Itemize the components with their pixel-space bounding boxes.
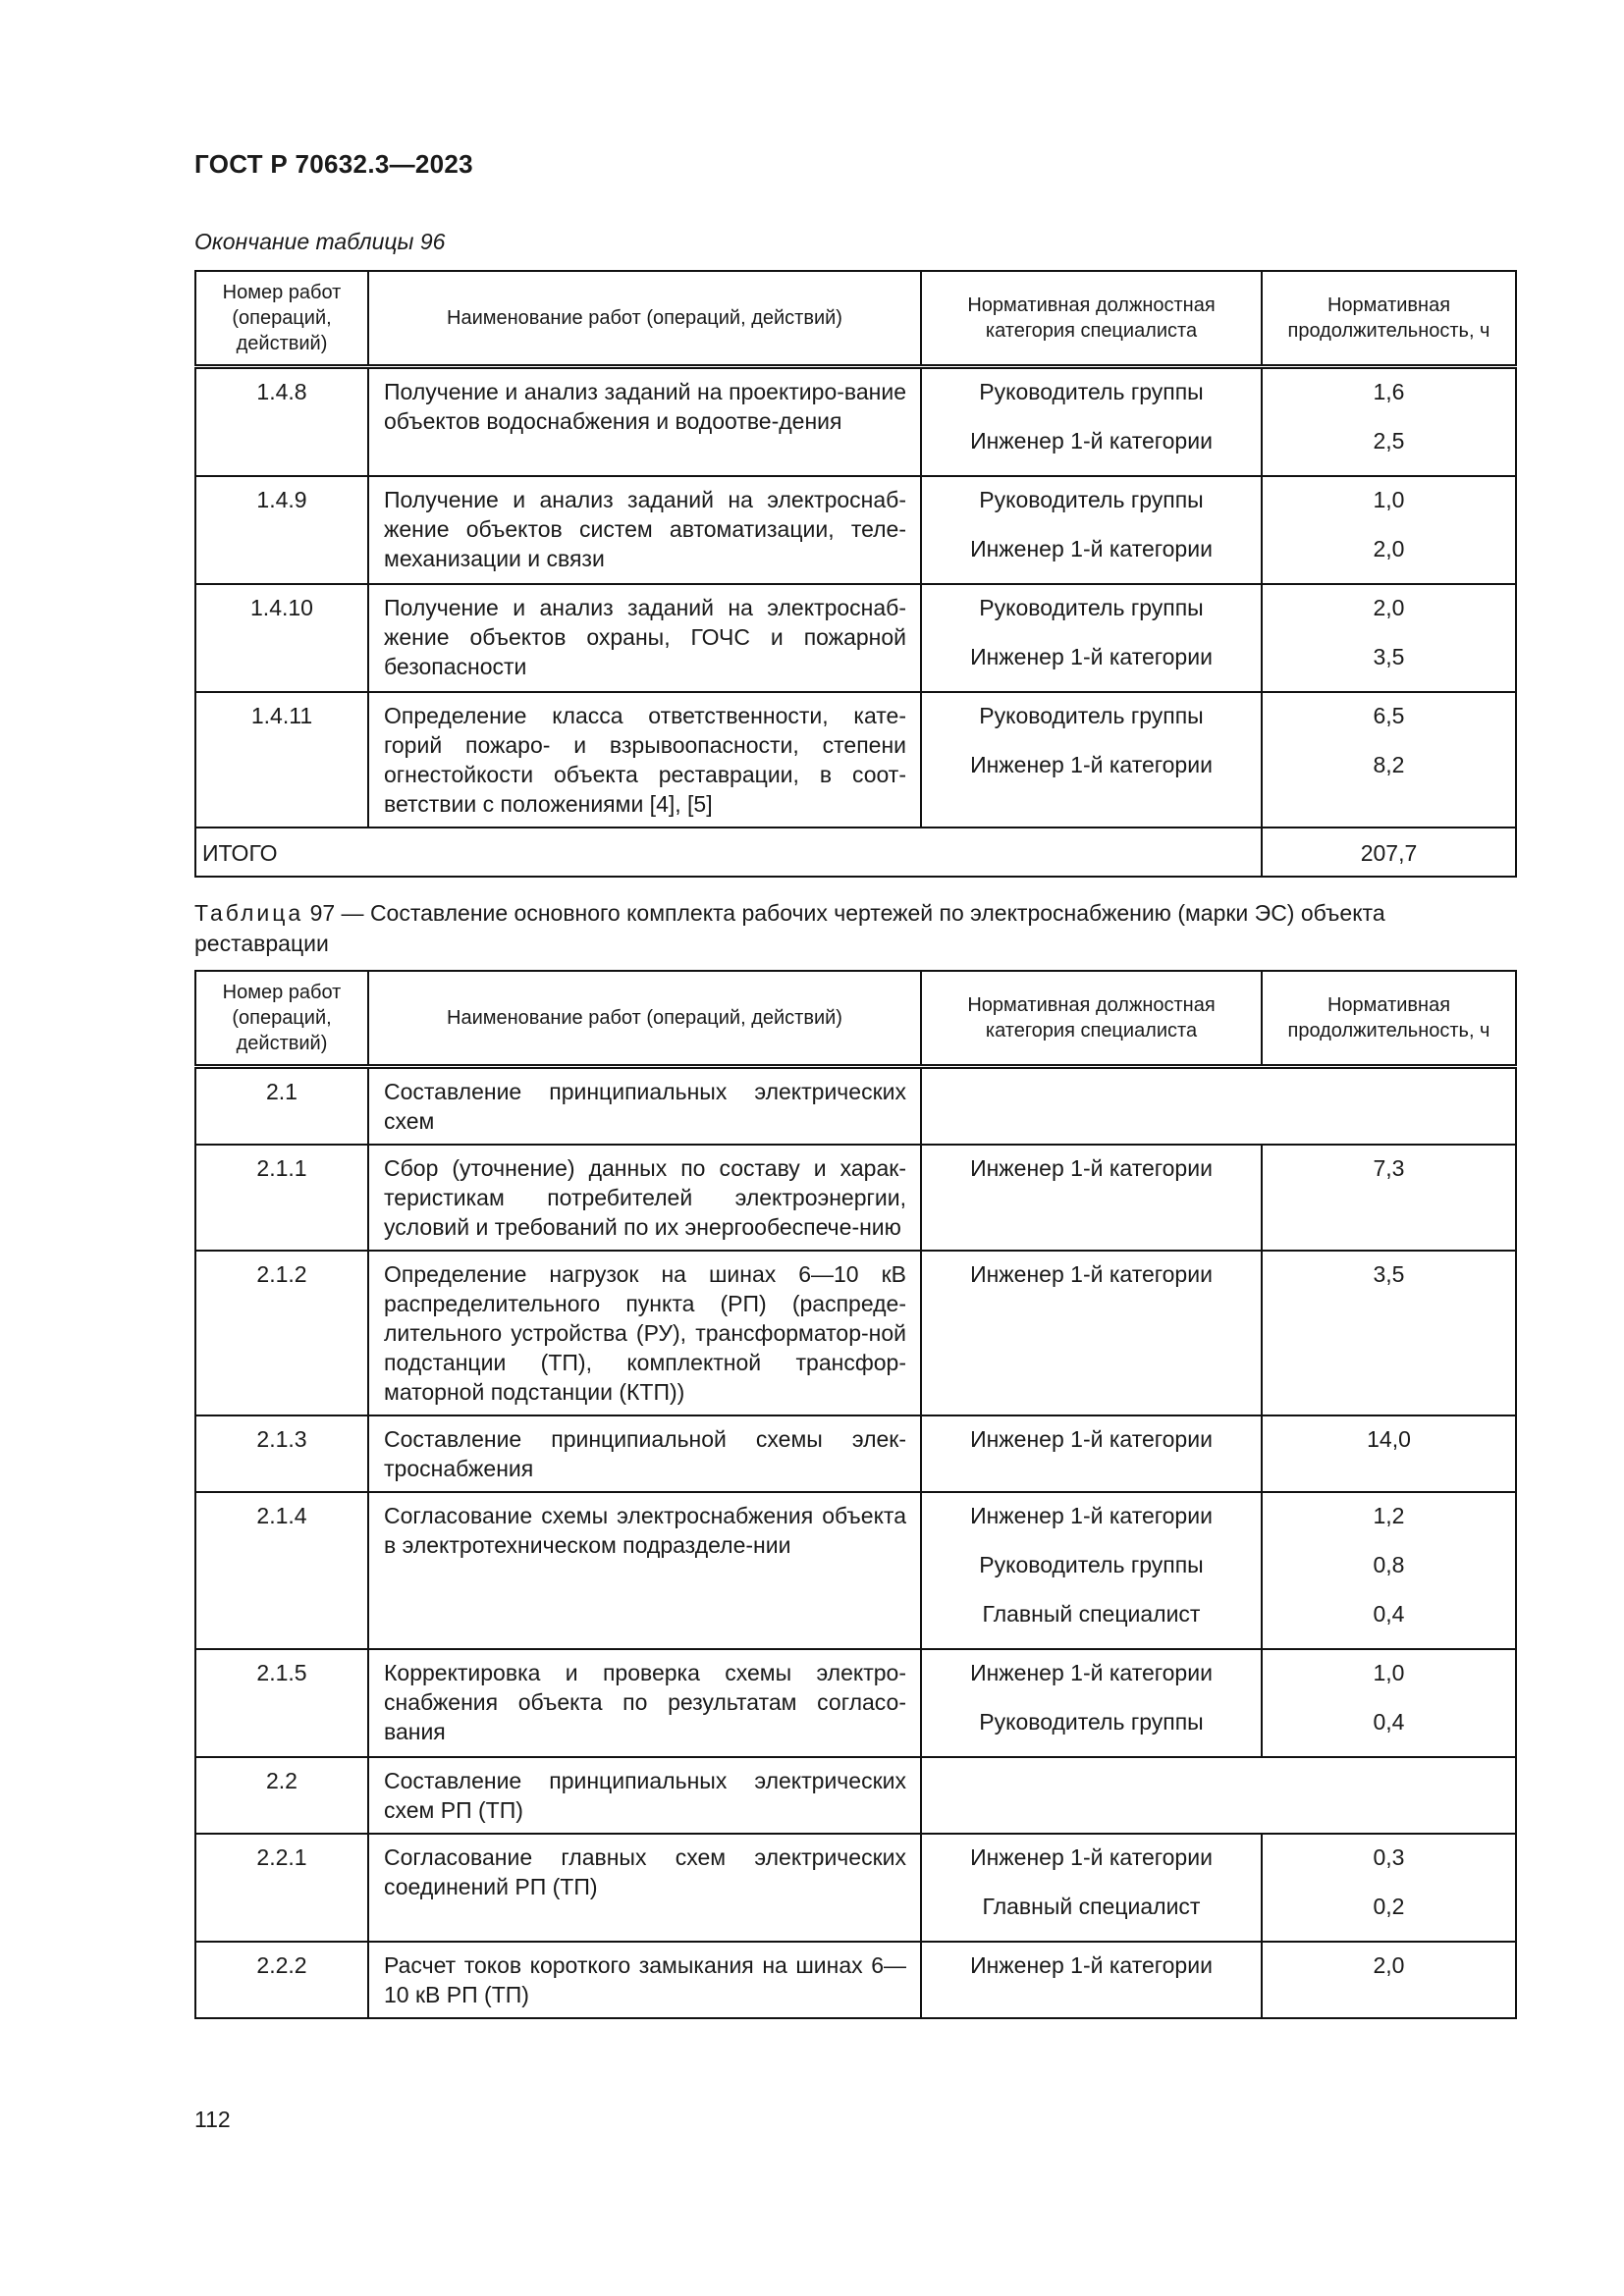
specialist-category: Инженер 1-й категории: [970, 752, 1213, 777]
duration-hours: 0,4: [1373, 1709, 1405, 1735]
duration-hours: 2,0: [1373, 595, 1405, 620]
total-value: 207,7: [1262, 828, 1516, 877]
work-name: Согласование главных схем электрических соединений РП (ТП): [368, 1834, 921, 1942]
work-number: 1.4.9: [195, 476, 368, 584]
work-name: Сбор (уточнение) данных по составу и харак-теристикам потребителей электроэнергии, условий и требований по их энергообеспече-нию: [368, 1145, 921, 1251]
duration-hours: 3,5: [1373, 1261, 1405, 1287]
table-97: [194, 970, 1517, 2019]
total-row: [195, 828, 1516, 877]
work-number: 2.1: [195, 1067, 368, 1146]
table-96-end: [194, 270, 1517, 878]
specialist-category: Руководитель группы: [979, 487, 1204, 512]
table-header-row: [195, 971, 1516, 1067]
specialist-category: Главный специалист: [982, 1601, 1201, 1627]
duration-hours: 2,0: [1373, 536, 1405, 561]
empty-merged-cell: [921, 1067, 1516, 1146]
specialist-category: Инженер 1-й категории: [970, 1426, 1213, 1452]
duration-cell: [1262, 367, 1516, 477]
duration-hours: 1,6: [1373, 379, 1405, 404]
duration-hours: 1,2: [1373, 1503, 1405, 1528]
specialist-category: Руководитель группы: [979, 595, 1204, 620]
duration-cell: [1262, 1942, 1516, 2018]
duration-hours: 1,0: [1373, 487, 1405, 512]
table-row: [195, 584, 1516, 692]
specialist-category: Инженер 1-й категории: [970, 1952, 1213, 1978]
work-name: Определение класса ответственности, кате-горий пожаро- и взрывоопасности, степени огнестойкости объекта реставрации, в соот-ветствии с положениями [4], [5]: [368, 692, 921, 828]
work-name: Составление принципиальных электрических схем: [368, 1067, 921, 1146]
specialist-category-cell: [921, 1834, 1262, 1942]
duration-cell: [1262, 1649, 1516, 1757]
specialist-category: Инженер 1-й категории: [970, 536, 1213, 561]
table-row: [195, 1757, 1516, 1834]
work-name: Получение и анализ заданий на электроснаб-жение объектов систем автоматизации, теле-механизации и связи: [368, 476, 921, 584]
header-specialist-category: Нормативная должностная категория специалиста: [921, 271, 1262, 367]
work-name: Составление принципиальной схемы элек-троснабжения: [368, 1415, 921, 1492]
specialist-category: Инженер 1-й категории: [970, 428, 1213, 454]
page-number: 112: [194, 2107, 231, 2132]
specialist-category-cell: [921, 1942, 1262, 2018]
work-name: Получение и анализ заданий на электроснаб-жение объектов охраны, ГОЧС и пожарной безопасности: [368, 584, 921, 692]
specialist-category: Инженер 1-й категории: [970, 1503, 1213, 1528]
table-row: [195, 1415, 1516, 1492]
header-specialist-category: Нормативная должностная категория специалиста: [921, 971, 1262, 1067]
duration-hours: 7,3: [1373, 1155, 1405, 1181]
duration-hours: 14,0: [1367, 1426, 1411, 1452]
duration-cell: [1262, 1834, 1516, 1942]
work-number: 2.1.5: [195, 1649, 368, 1757]
specialist-category: Инженер 1-й категории: [970, 1155, 1213, 1181]
specialist-category-cell: [921, 1145, 1262, 1251]
work-number: 2.1.2: [195, 1251, 368, 1415]
work-number: 2.2: [195, 1757, 368, 1834]
duration-cell: [1262, 1251, 1516, 1415]
table-row: [195, 1834, 1516, 1942]
specialist-category: Руководитель группы: [979, 1552, 1204, 1577]
duration-hours: 0,3: [1373, 1844, 1405, 1870]
table97-caption: [194, 898, 1515, 959]
work-name: Получение и анализ заданий на проектиро-вание объектов водоснабжения и водоотве-дения: [368, 367, 921, 477]
duration-hours: 2,0: [1373, 1952, 1405, 1978]
table96-continuation-caption: Окончание таблицы 96: [194, 229, 446, 254]
table-header-row: [195, 271, 1516, 367]
header-work-number: Номер работ (операций, действий): [195, 971, 368, 1067]
table97-caption-text: 97 — Составление основного комплекта рабочих чертежей по электроснабжению (марки ЭС) объекта реставрации: [194, 900, 1385, 956]
specialist-category-cell: [921, 1492, 1262, 1649]
duration-cell: [1262, 692, 1516, 828]
work-number: 1.4.8: [195, 367, 368, 477]
header-duration: Нормативная продолжительность, ч: [1262, 271, 1516, 367]
table-row: [195, 1492, 1516, 1649]
work-name: Определение нагрузок на шинах 6—10 кВ распределительного пункта (РП) (распреде-лительного устройства (РУ), трансформатор-ной подстанции (ТП), комплектной трансфор-маторной подстанции (КТП)): [368, 1251, 921, 1415]
header-work-number: Номер работ (операций, действий): [195, 271, 368, 367]
specialist-category-cell: [921, 367, 1262, 477]
specialist-category-cell: [921, 1415, 1262, 1492]
work-number: 2.1.3: [195, 1415, 368, 1492]
work-number: 1.4.10: [195, 584, 368, 692]
table-row: [195, 1649, 1516, 1757]
duration-cell: [1262, 1415, 1516, 1492]
specialist-category: Руководитель группы: [979, 379, 1204, 404]
table-row: [195, 692, 1516, 828]
work-number: 2.2.2: [195, 1942, 368, 2018]
table-row: [195, 1942, 1516, 2018]
duration-hours: 2,5: [1373, 428, 1405, 454]
table-row: [195, 476, 1516, 584]
work-number: 1.4.11: [195, 692, 368, 828]
specialist-category: Инженер 1-й категории: [970, 644, 1213, 669]
header-duration: Нормативная продолжительность, ч: [1262, 971, 1516, 1067]
header-work-name: Наименование работ (операций, действий): [368, 971, 921, 1067]
document-code: ГОСТ Р 70632.3—2023: [194, 149, 473, 179]
work-name: Составление принципиальных электрических схем РП (ТП): [368, 1757, 921, 1834]
specialist-category: Руководитель группы: [979, 703, 1204, 728]
table97-caption-label: Таблица: [194, 900, 304, 926]
table-row: [195, 1251, 1516, 1415]
duration-cell: [1262, 476, 1516, 584]
duration-hours: 0,2: [1373, 1894, 1405, 1919]
duration-cell: [1262, 584, 1516, 692]
specialist-category: Инженер 1-й категории: [970, 1261, 1213, 1287]
duration-hours: 1,0: [1373, 1660, 1405, 1685]
specialist-category: Инженер 1-й категории: [970, 1844, 1213, 1870]
duration-hours: 6,5: [1373, 703, 1405, 728]
total-label: ИТОГО: [195, 828, 1262, 877]
table-row: [195, 1145, 1516, 1251]
work-name: Корректировка и проверка схемы электро-снабжения объекта по результатам согласо-вания: [368, 1649, 921, 1757]
empty-merged-cell: [921, 1757, 1516, 1834]
specialist-category-cell: [921, 476, 1262, 584]
work-number: 2.2.1: [195, 1834, 368, 1942]
header-work-name: Наименование работ (операций, действий): [368, 271, 921, 367]
specialist-category-cell: [921, 584, 1262, 692]
specialist-category-cell: [921, 692, 1262, 828]
specialist-category: Руководитель группы: [979, 1709, 1204, 1735]
duration-cell: [1262, 1145, 1516, 1251]
table-row: [195, 1067, 1516, 1146]
specialist-category: Главный специалист: [982, 1894, 1201, 1919]
specialist-category-cell: [921, 1251, 1262, 1415]
specialist-category: Инженер 1-й категории: [970, 1660, 1213, 1685]
work-name: Согласование схемы электроснабжения объекта в электротехническом подразделе-нии: [368, 1492, 921, 1649]
work-name: Расчет токов короткого замыкания на шинах 6—10 кВ РП (ТП): [368, 1942, 921, 2018]
duration-cell: [1262, 1492, 1516, 1649]
duration-hours: 3,5: [1373, 644, 1405, 669]
duration-hours: 0,4: [1373, 1601, 1405, 1627]
work-number: 2.1.4: [195, 1492, 368, 1649]
table-row: [195, 367, 1516, 477]
specialist-category-cell: [921, 1649, 1262, 1757]
duration-hours: 8,2: [1373, 752, 1405, 777]
duration-hours: 0,8: [1373, 1552, 1405, 1577]
work-number: 2.1.1: [195, 1145, 368, 1251]
